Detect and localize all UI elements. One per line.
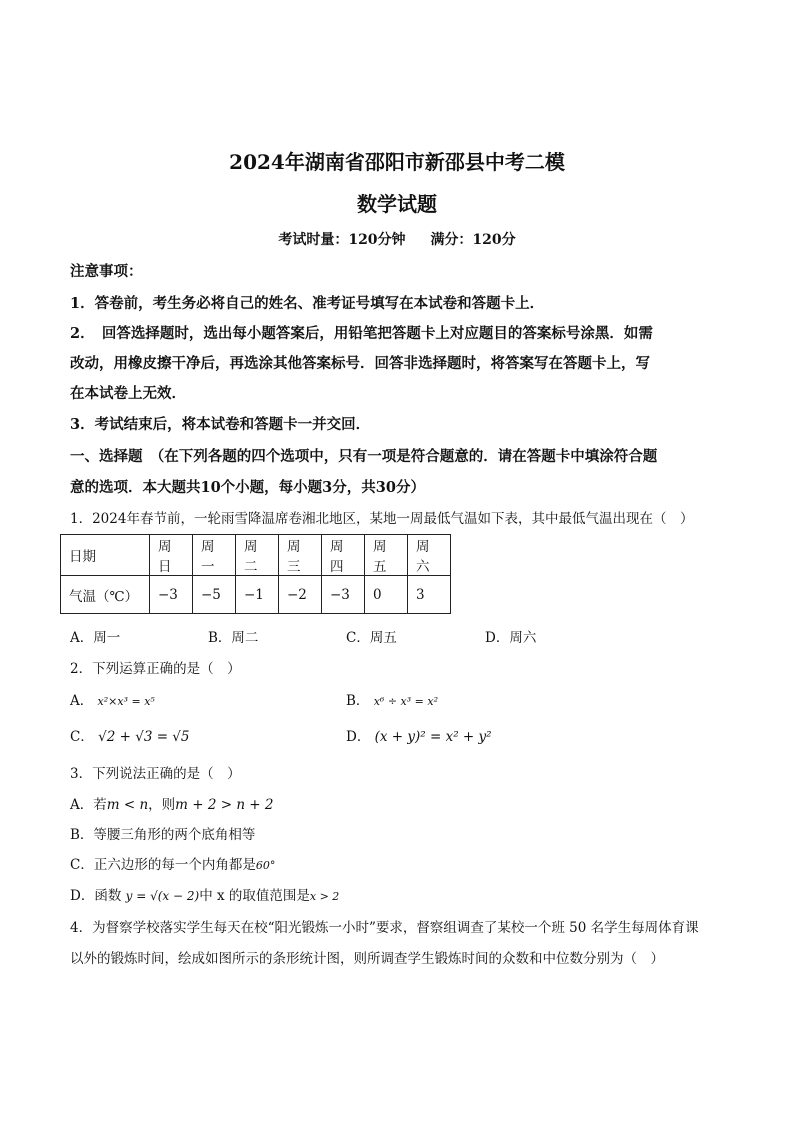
q2-option-b-label: B．: [346, 693, 370, 709]
note-3: 3．考试结束后，将本试卷和答题卡一并交回．: [70, 416, 371, 433]
table-cell: 气温（℃）: [61, 576, 150, 614]
q3-option-d-math-1: y = √(x − 2): [125, 889, 200, 903]
exam-info: [0, 229, 794, 249]
note-2-line-2: 改动，用橡皮擦干净后，再选涂其他答案标号．回答非选择题时，将答案写在答题卡上，写: [70, 355, 650, 372]
q1-option-d: D．周六: [485, 630, 537, 646]
temperature-table: [60, 534, 451, 614]
table-cell: 周日: [150, 535, 193, 576]
exam-time: 考试时量：120分钟: [278, 232, 406, 248]
table-header-row: [61, 535, 451, 576]
table-cell: 周二: [236, 535, 279, 576]
q3-option-a-mid: ，则: [148, 797, 176, 813]
q3-option-c: [70, 853, 726, 873]
q3-option-d-text: D．函数: [70, 888, 122, 904]
q1-option-a: A．周一: [70, 630, 121, 646]
table-cell: 周六: [408, 535, 451, 576]
table-cell: −1: [236, 576, 279, 614]
q3-option-a-text: A．若: [70, 797, 107, 813]
table-cell: −5: [193, 576, 236, 614]
q4-stem-line-2: 以外的锻炼时间，绘成如图所示的条形统计图，则所调查学生锻炼时间的众数和中位数分别为（ ）: [70, 951, 664, 967]
table-cell: 周五: [365, 535, 408, 576]
note-2-line-3: 在本试卷上无效．: [70, 385, 186, 402]
q3-option-a-math-1: m < n: [106, 797, 149, 813]
table-cell: 周三: [279, 535, 322, 576]
q3-option-a-math-2: m + 2 > n + 2: [175, 797, 274, 813]
q2-option-d: [346, 725, 492, 745]
q1-stem: 1．2024年春节前，一轮雨雪降温席卷湘北地区，某地一周最低气温如下表，其中最低气温出现在（ ）: [70, 511, 694, 527]
q3-option-d: [70, 884, 726, 904]
table-cell: −2: [279, 576, 322, 614]
q2-option-b-math: x⁶ ÷ x³ = x²: [373, 695, 438, 708]
q3-option-c-math: 60°: [255, 859, 276, 872]
q3-option-d-math-2: x > 2: [309, 890, 340, 903]
q2-option-d-label: D．: [346, 729, 371, 745]
exam-score: 满分：120分: [430, 232, 516, 248]
q3-option-d-mid: 中 x 的取值范围是: [199, 888, 310, 904]
q2-option-a: [70, 689, 155, 709]
notes-heading: 注意事项：: [70, 263, 143, 280]
q2-option-a-math: x²×x³ = x⁵: [97, 695, 155, 708]
q3-option-c-text: C．正六边形的每一个内角都是: [70, 857, 256, 873]
q1-option-c: C．周五: [346, 630, 397, 646]
q3-option-a: [70, 793, 726, 813]
table-cell: 0: [365, 576, 408, 614]
table-cell: −3: [150, 576, 193, 614]
q2-option-b: [346, 689, 438, 709]
section-1-line-2: 意的选项．本大题共10个小题，每小题3分，共30分）: [70, 479, 425, 496]
table-cell: 3: [408, 576, 451, 614]
table-cell: 周一: [193, 535, 236, 576]
q4-stem-line-1: 4．为督察学校落实学生每天在校“阳光锻炼一小时”要求，督察组调查了某校一个班 50 名学生每周体育课: [70, 920, 699, 936]
note-2-line-1: 2． 回答选择题时，选出每小题答案后，用铅笔把答题卡上对应题目的答案标号涂黑．如需: [70, 325, 653, 342]
exam-subject: 数学试题: [357, 192, 437, 216]
table-cell: 日期: [61, 535, 150, 576]
table-cell: 周四: [322, 535, 365, 576]
q3-option-b: B．等腰三角形的两个底角相等: [70, 827, 256, 843]
note-1: 1．答卷前，考生务必将自己的姓名、准考证号填写在本试卷和答题卡上．: [70, 295, 545, 312]
exam-title: 2024年湖南省邵阳市新邵县中考二模: [229, 150, 565, 174]
q1-option-b: B．周二: [208, 630, 259, 646]
q2-option-a-label: A．: [70, 693, 94, 709]
q2-stem: 2．下列运算正确的是（ ）: [70, 661, 241, 677]
q2-option-c: [70, 725, 190, 745]
q3-stem: 3．下列说法正确的是（ ）: [70, 766, 241, 782]
q2-option-c-label: C．: [70, 729, 94, 745]
q2-option-c-math: √2 + √3 = √5: [98, 729, 190, 745]
table-cell: −3: [322, 576, 365, 614]
section-1-line-1: 一、选择题 （在下列各题的四个选项中，只有一项是符合题意的．请在答题卡中填涂符合题: [70, 448, 658, 465]
q2-option-d-math: (x + y)² = x² + y²: [374, 729, 492, 745]
table-row: [61, 576, 451, 614]
